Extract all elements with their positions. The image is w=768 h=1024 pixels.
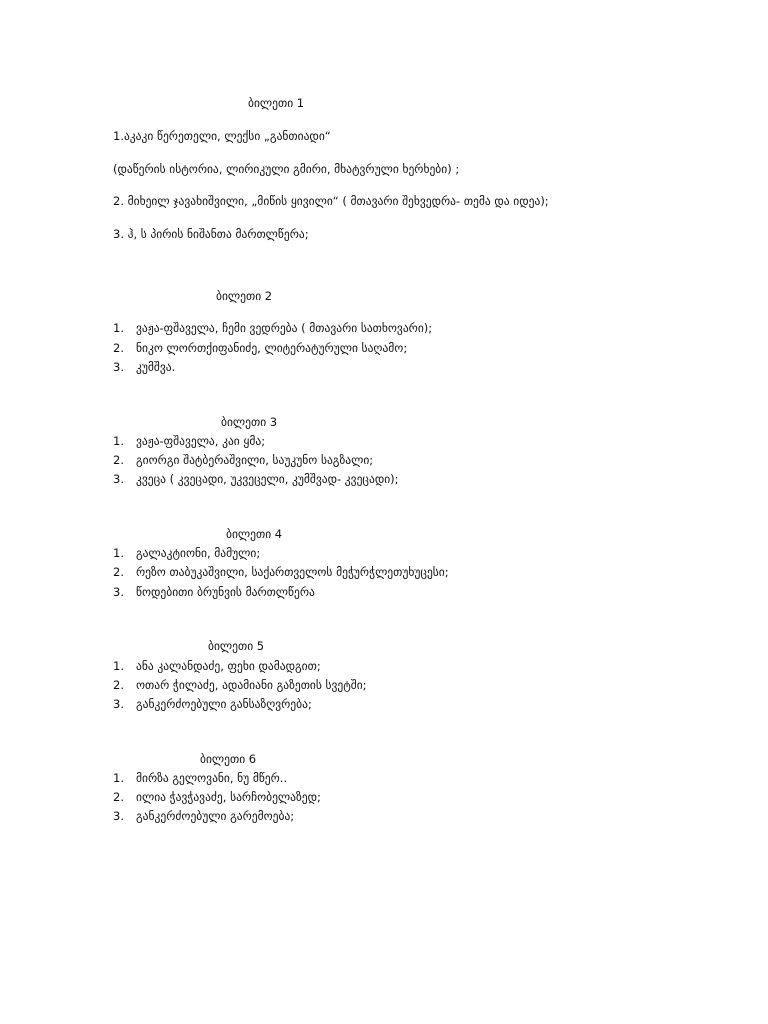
ticket-2-item-2	[113, 341, 407, 355]
list-number: 2.	[113, 678, 124, 692]
list-text: განკერძოებული გარემოება;	[136, 809, 295, 823]
list-text: მირზა გელოვანი, ნუ მწერ..	[136, 771, 288, 785]
ticket-1-line-3: 2. მიხეილ ჯავახიშვილი, „მიწის ყივილი“ ( მთავარი შეხვედრა- თემა და იდეა);	[113, 194, 549, 208]
ticket-4-item-3	[113, 585, 315, 599]
list-number: 3.	[113, 809, 124, 823]
ticket-6-item-2	[113, 790, 321, 804]
ticket-3-item-1	[113, 434, 265, 448]
list-text: ვაჟა-ფშაველა, კაი ყმა;	[136, 434, 266, 448]
list-text: კუმშვა.	[136, 360, 176, 374]
list-number: 2.	[113, 565, 124, 579]
ticket-5-item-3	[113, 697, 312, 711]
ticket-1-title: ბილეთი 1	[248, 96, 305, 110]
list-text: ილია ჭავჭავაძე, სარჩობელაზედ;	[136, 790, 321, 804]
list-text: გიორგი შატბერაშვილი, საუკუნო საგზალი;	[136, 453, 374, 467]
list-text: კვეცა ( კვეცადი, უკვეცელი, კუმშვად- კვეცადი);	[136, 472, 399, 486]
ticket-4-title: ბილეთი 4	[226, 527, 283, 541]
list-text: ვაჟა-ფშაველა, ჩემი ვედრება ( მთავარი სათხოვარი);	[136, 321, 433, 335]
ticket-4-item-2	[113, 565, 449, 579]
list-text: რეზო თაბუკაშვილი, საქართველოს მეჭურჭლეთუხუცესი;	[136, 565, 449, 579]
ticket-6-title: ბილეთი 6	[200, 752, 257, 766]
list-text: გალაკტიონი, მამული;	[136, 546, 261, 560]
ticket-5-item-1	[113, 659, 321, 673]
list-number: 1.	[113, 771, 124, 785]
ticket-2-item-3	[113, 360, 175, 374]
list-number: 1.	[113, 546, 124, 560]
ticket-3-item-3	[113, 472, 399, 486]
ticket-1-line-1: 1.აკაკი წერეთელი, ლექსი „განთიადი“	[113, 129, 331, 143]
list-number: 2.	[113, 790, 124, 804]
ticket-5-item-2	[113, 678, 367, 692]
ticket-4-item-1	[113, 546, 260, 560]
ticket-1-line-4: 3. ჰ, ს პირის ნიშანთა მართლწერა;	[113, 227, 309, 241]
list-text: წოდებითი ბრუნვის მართლწერა	[136, 585, 315, 599]
ticket-2-item-1	[113, 321, 432, 335]
ticket-6-item-1	[113, 771, 287, 785]
list-number: 3.	[113, 472, 124, 486]
ticket-5-title: ბილეთი 5	[208, 639, 265, 653]
list-text: ანა კალანდაძე, ფეხი დამადგით;	[136, 659, 321, 673]
list-text: ნიკო ლორთქიფანიძე, ლიტერატურული საღამო;	[136, 341, 408, 355]
list-text: ოთარ ჭილაძე, ადამიანი გაზეთის სვეტში;	[136, 678, 367, 692]
list-number: 1.	[113, 659, 124, 673]
list-number: 3.	[113, 697, 124, 711]
list-text: განკერძოებული განსაზღვრება;	[136, 697, 312, 711]
list-number: 2.	[113, 453, 124, 467]
list-number: 1.	[113, 321, 124, 335]
ticket-1-line-2: (დაწერის ისტორია, ლირიკული გმირი, მხატვრული ხერხები) ;	[113, 162, 460, 176]
list-number: 1.	[113, 434, 124, 448]
ticket-3-title: ბილეთი 3	[221, 415, 278, 429]
list-number: 2.	[113, 341, 124, 355]
ticket-3-item-2	[113, 453, 373, 467]
list-number: 3.	[113, 360, 124, 374]
ticket-6-item-3	[113, 809, 294, 823]
list-number: 3.	[113, 585, 124, 599]
ticket-2-title: ბილეთი 2	[216, 289, 273, 303]
